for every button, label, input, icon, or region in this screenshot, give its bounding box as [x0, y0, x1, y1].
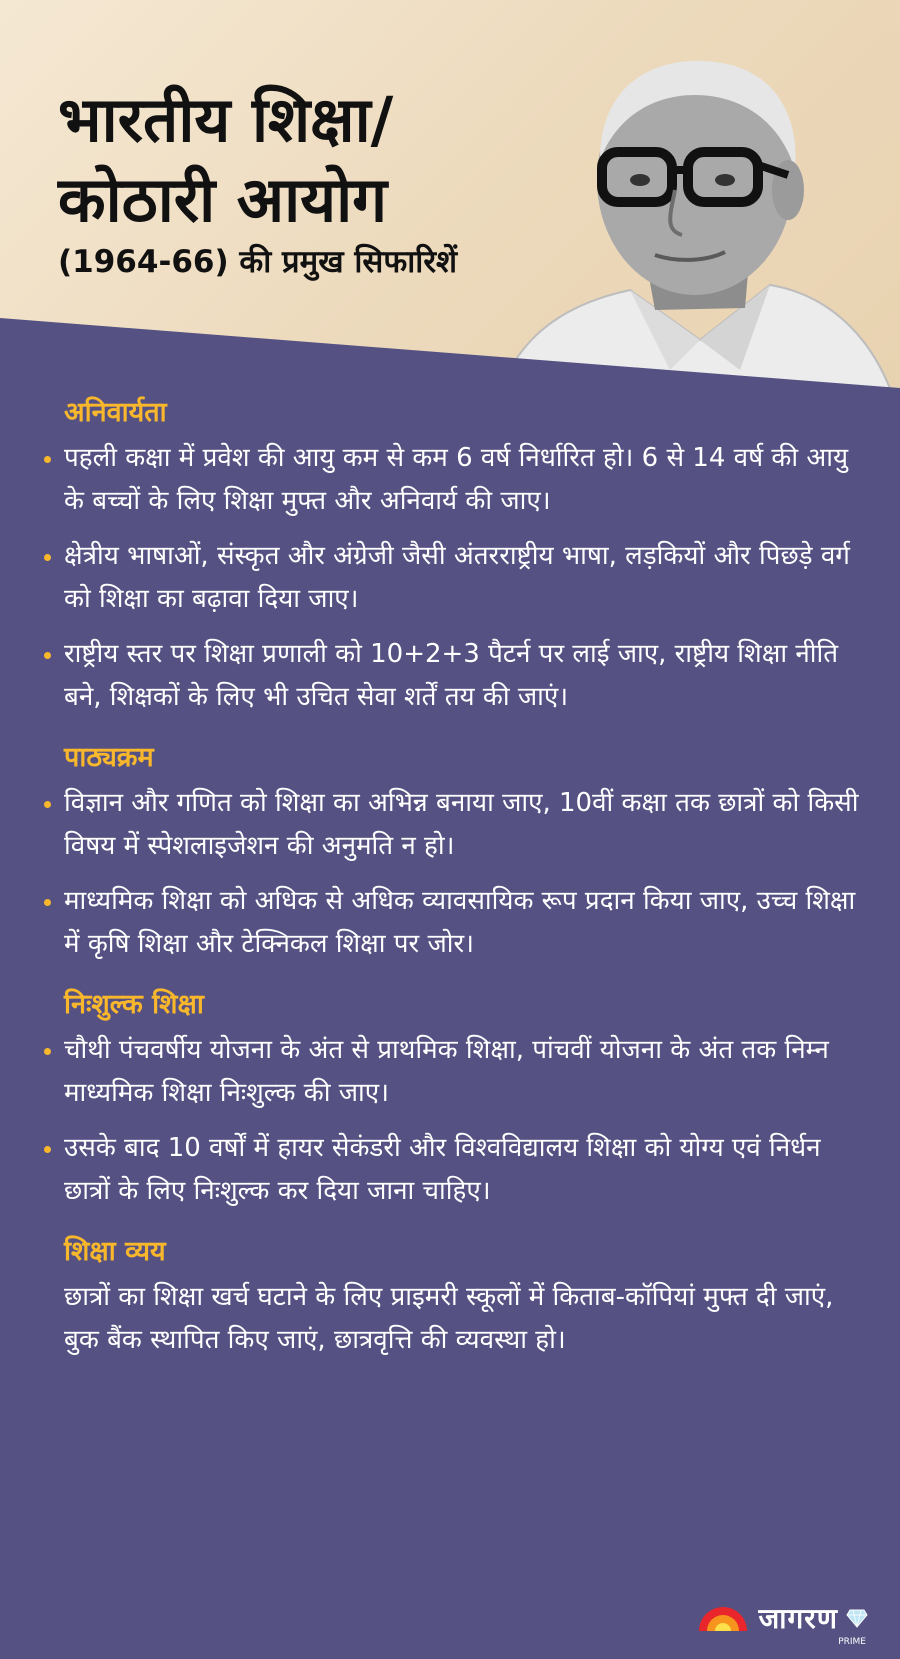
sunrise-icon [695, 1603, 751, 1633]
bullet-dot [44, 801, 51, 808]
title-line-2: कोठारी आयोग [58, 163, 388, 236]
brand-name: जागरण [758, 1602, 838, 1635]
page-title [58, 80, 393, 240]
title-line-1: भारतीय शिक्षा/ [58, 83, 394, 156]
section-heading-free-education: निःशुल्क शिक्षा [64, 989, 204, 1020]
expenditure-paragraph: छात्रों का शिक्षा खर्च घटाने के लिए प्राइमरी स्कूलों में किताब-कॉपियां मुफ्त दी जाएं, बुक बैंक स्थापित किए जाएं, छात्रवृत्ति की व्यवस्था हो। [64, 1282, 834, 1355]
list-item: विज्ञान और गणित को शिक्षा का अभिन्न बनाया जाए, 10वीं कक्षा तक छात्रों को किसी विषय में स्पेशलाइजेशन की अनुमति न हो। [44, 782, 874, 868]
list-item: उसके बाद 10 वर्षों में हायर सेकंडरी और विश्वविद्यालय शिक्षा को योग्य एवं निर्धन छात्रों के लिए निःशुल्क कर दिया जाना चाहिए। [44, 1127, 874, 1213]
page-subtitle: (1964-66) की प्रमुख सिफारिशें [58, 244, 458, 280]
section-heading-expenditure: शिक्षा व्यय [64, 1236, 166, 1267]
brand-tag: PRIME [838, 1637, 866, 1647]
compulsory-list [44, 437, 874, 719]
bullet-dot [44, 652, 51, 659]
brand-logo [695, 1599, 869, 1647]
list-item: पहली कक्षा में प्रवेश की आयु कम से कम 6 वर्ष निर्धारित हो। 6 से 14 वर्ष की आयु के बच्चों के लिए शिक्षा मुफ्त और अनिवार्य की जाए। [44, 437, 874, 523]
bullet-dot [44, 1048, 51, 1055]
diamond-icon [846, 1608, 868, 1628]
section-heading-compulsory: अनिवार्यता [64, 397, 167, 428]
bullet-dot [44, 554, 51, 561]
free-education-list [44, 1029, 874, 1213]
bullet-dot [44, 899, 51, 906]
list-item: माध्यमिक शिक्षा को अधिक से अधिक व्यावसायिक रूप प्रदान किया जाए, उच्च शिक्षा में कृषि शिक्षा और टेक्निकल शिक्षा पर जोर। [44, 880, 874, 966]
section-heading-curriculum: पाठ्यक्रम [64, 742, 154, 773]
curriculum-list [44, 782, 874, 966]
list-item: राष्ट्रीय स्तर पर शिक्षा प्रणाली को 10+2+3 पैटर्न पर लाई जाए, राष्ट्रीय शिक्षा नीति बने, शिक्षकों के लिए भी उचित सेवा शर्तें तय की जाएं। [44, 633, 874, 719]
content-area [44, 392, 874, 1362]
list-item: क्षेत्रीय भाषाओं, संस्कृत और अंग्रेजी जैसी अंतरराष्ट्रीय भाषा, लड़कियों और पिछड़े वर्ग को शिक्षा का बढ़ावा दिया जाए। [44, 535, 874, 621]
list-item: चौथी पंचवर्षीय योजना के अंत से प्राथमिक शिक्षा, पांचवीं योजना के अंत तक निम्न माध्यमिक शिक्षा निःशुल्क की जाए। [44, 1029, 874, 1115]
bullet-dot [44, 1146, 51, 1153]
bullet-dot [44, 456, 51, 463]
